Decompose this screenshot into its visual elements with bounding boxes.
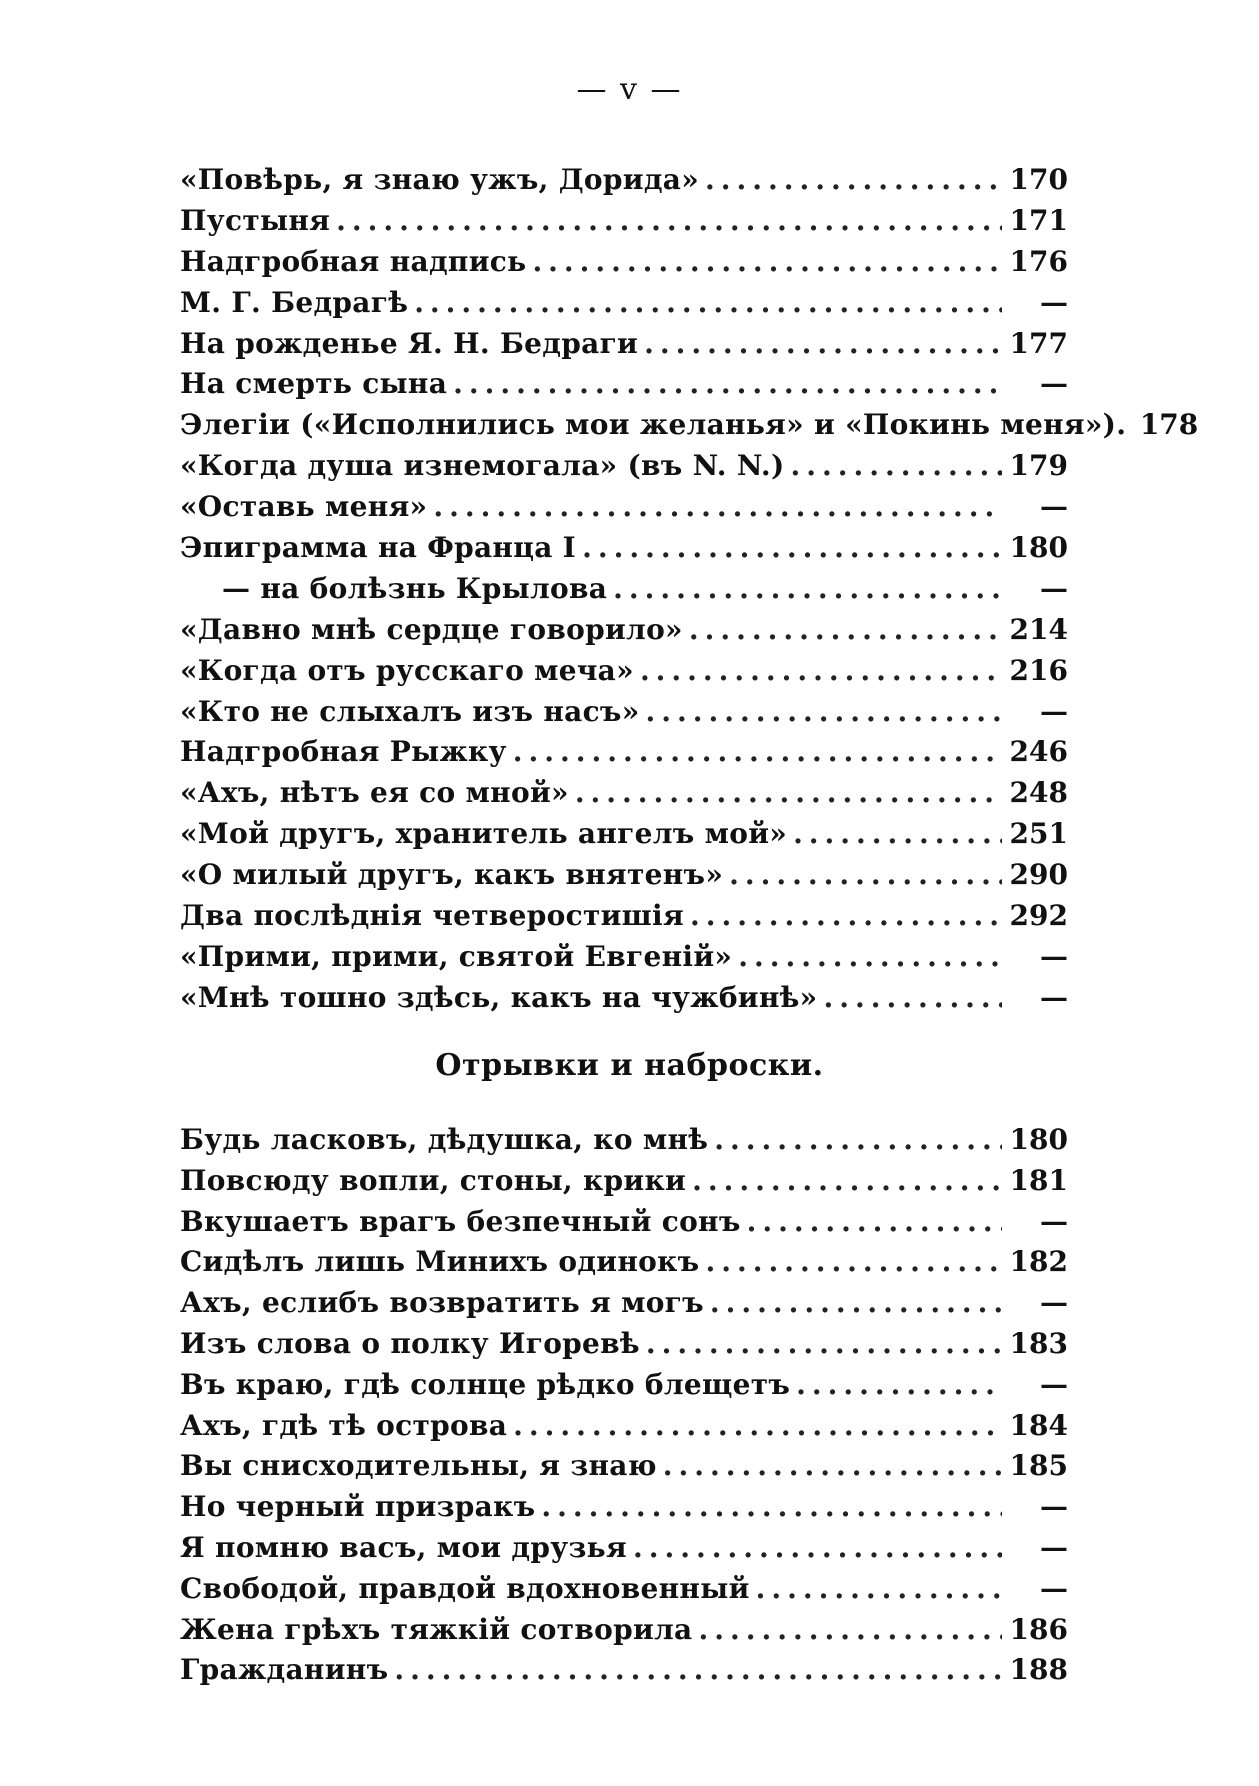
toc-entry-title: Элегіи («Исполнились мои желанья» и «Покинь меня»). — [180, 408, 1127, 442]
toc-entry — [180, 1487, 1068, 1528]
toc-entry-page: 216 — [1009, 653, 1068, 687]
toc-entry-title: «Мнѣ тошно здѣсь, какъ на чужбинѣ» — [180, 980, 818, 1014]
toc-entry-title: «Прими, прими, святой Евгеній» — [180, 939, 733, 973]
toc-entry — [180, 773, 1068, 814]
toc-entry-title: Гражданинъ — [180, 1653, 389, 1687]
toc-leader-dots — [532, 242, 1002, 283]
toc-entry-title: На смерть сына — [180, 367, 448, 401]
toc-entry-page: — — [1040, 1490, 1068, 1524]
toc-entry-page: 176 — [1009, 244, 1068, 278]
toc-entry — [180, 569, 1068, 610]
toc-entry — [180, 1202, 1068, 1243]
toc-entry-title: Эпиграмма на Франца I — [180, 531, 577, 565]
toc-leader-dots — [791, 446, 1002, 487]
toc-entry-page: — — [1040, 1367, 1068, 1401]
toc-entry-page: — — [1040, 367, 1068, 401]
toc-entry — [180, 324, 1068, 365]
toc-entry-page: — — [1040, 1286, 1068, 1320]
toc-entry-title: Изъ слова о полку Игоревѣ — [180, 1326, 640, 1360]
toc-leader-dots — [699, 1610, 1003, 1651]
toc-entry-page: — — [1040, 571, 1068, 605]
toc-entry-page: — — [1040, 285, 1068, 319]
toc-entry — [180, 814, 1068, 855]
toc-leader-dots — [793, 814, 1002, 855]
toc-entry-title: «О милый другъ, какъ внятенъ» — [180, 858, 724, 892]
toc-entry-title: «Ахъ, нѣтъ ея со мной» — [180, 776, 569, 810]
toc-leader-dots — [336, 201, 1002, 242]
toc-leader-dots — [796, 1365, 1002, 1406]
toc-entry-title: Я помню васъ, мои друзья — [180, 1530, 627, 1564]
toc-entry — [180, 1324, 1068, 1365]
toc-entry-title: Два послѣднія четверостишія — [180, 899, 684, 933]
toc-leader-dots — [714, 1120, 1002, 1161]
toc-entry — [180, 283, 1068, 324]
toc-entry — [180, 978, 1068, 1019]
toc-entry-title: Ахъ, еслибъ возвратить я могъ — [180, 1286, 704, 1320]
toc-entry-title: «Давно мнѣ сердце говорило» — [180, 612, 683, 646]
toc-entry-title: Будь ласковъ, дѣдушка, ко мнѣ — [180, 1123, 709, 1156]
toc-entry — [180, 1406, 1068, 1447]
toc-entry-title: Вы снисходительны, я знаю — [180, 1449, 657, 1483]
toc-entry-title: М. Г. Бедрагѣ — [180, 285, 409, 319]
toc-entry-title: Повсюду вопли, стоны, крики — [180, 1163, 687, 1197]
toc-entry — [180, 651, 1068, 692]
toc-entry-page: 178 — [1139, 408, 1199, 442]
toc-entry-title: Ахъ, гдѣ тѣ острова — [180, 1408, 508, 1442]
toc-entry-title: Надгробная надпись — [180, 244, 527, 278]
toc-leader-dots — [453, 364, 1002, 405]
toc-entry-page: 181 — [1009, 1163, 1068, 1197]
toc-entry-page: 185 — [1009, 1449, 1068, 1483]
toc-entry-page: — — [1040, 980, 1068, 1014]
toc-entry-title: Надгробная Рыжку — [180, 735, 507, 769]
toc-entry-page: 183 — [1009, 1326, 1068, 1360]
toc-entry-title: «Оставь меня» — [180, 490, 428, 524]
toc-entry-title: «Кто не слыхалъ изъ насъ» — [180, 694, 640, 728]
toc-entry — [180, 160, 1068, 201]
toc-entry — [180, 1283, 1068, 1324]
toc-entry-title: — на болѣзнь Крылова — [222, 571, 608, 605]
toc-entry-page: 214 — [1009, 612, 1068, 646]
toc-entry-title: Вкушаетъ врагъ безпечный сонъ — [180, 1204, 741, 1238]
toc-entry — [180, 1120, 1068, 1161]
toc-entry — [180, 937, 1068, 978]
toc-entry — [180, 528, 1068, 569]
toc-leader-dots — [705, 1242, 1002, 1283]
toc-entry — [180, 610, 1068, 651]
toc-leader-dots — [738, 937, 1002, 978]
toc-entry — [180, 1569, 1068, 1610]
toc-leader-dots — [705, 160, 1002, 201]
toc-entry — [180, 692, 1068, 733]
toc-entry — [180, 1446, 1068, 1487]
toc-leader-dots — [513, 1406, 1002, 1447]
toc-entry — [180, 405, 1199, 446]
toc-entry-page: — — [1040, 1571, 1068, 1605]
toc-entry-page: 177 — [1009, 326, 1068, 360]
toc-leader-dots — [710, 1283, 1002, 1324]
toc-leader-dots — [433, 487, 1002, 528]
toc-entry — [180, 1650, 1068, 1691]
toc-entry-title: «Мой другъ, хранитель ангелъ мой» — [180, 817, 788, 851]
toc-leader-dots — [646, 1324, 1002, 1365]
toc-entry — [180, 1161, 1068, 1202]
toc-leader-dots — [756, 1569, 1002, 1610]
toc-entry-page: 246 — [1009, 735, 1068, 769]
toc-entry-page: 182 — [1009, 1245, 1068, 1279]
toc-entry — [180, 732, 1068, 773]
toc-entry — [180, 201, 1068, 242]
toc-entry-title: «Когда отъ русскаго меча» — [180, 653, 634, 687]
toc-entry-title: Свободой, правдой вдохновенный — [180, 1571, 750, 1605]
toc-leader-dots — [582, 528, 1002, 569]
toc-entry-page: 180 — [1009, 531, 1068, 565]
toc-leader-dots — [414, 283, 1002, 324]
toc-leader-dots — [663, 1446, 1002, 1487]
toc-entry — [180, 1610, 1068, 1651]
toc-entry-page: 290 — [1009, 858, 1068, 892]
toc-entry — [180, 896, 1068, 937]
toc-entry — [180, 1242, 1068, 1283]
toc-entry-page: 179 — [1009, 449, 1068, 483]
toc-entry-page: — — [1040, 694, 1068, 728]
toc-entry-page: 248 — [1009, 776, 1068, 810]
toc-leader-dots — [823, 978, 1002, 1019]
toc-entry-page: 171 — [1009, 203, 1068, 237]
toc-leader-dots — [692, 1161, 1002, 1202]
table-of-contents-main — [180, 160, 1199, 1019]
toc-leader-dots — [747, 1202, 1002, 1243]
toc-entry — [180, 242, 1068, 283]
toc-entry-title: «Когда душа изнемогала» (въ N. N.) — [180, 449, 785, 483]
toc-leader-dots — [575, 773, 1002, 814]
toc-leader-dots — [690, 896, 1002, 937]
toc-leader-dots — [613, 569, 1002, 610]
toc-entry-title: Въ краю, гдѣ солнце рѣдко блещетъ — [180, 1367, 791, 1401]
toc-entry — [180, 855, 1068, 896]
toc-entry — [180, 1365, 1068, 1406]
toc-leader-dots — [513, 732, 1002, 773]
toc-leader-dots — [633, 1528, 1002, 1569]
toc-leader-dots — [640, 651, 1002, 692]
toc-entry-page: 170 — [1009, 163, 1068, 196]
toc-entry-page: 186 — [1009, 1612, 1068, 1646]
toc-leader-dots — [689, 610, 1002, 651]
toc-entry — [180, 446, 1068, 487]
toc-entry-title: На рожденье Я. Н. Бедраги — [180, 326, 639, 360]
toc-leader-dots — [644, 324, 1002, 365]
toc-entry — [180, 487, 1068, 528]
toc-entry-title: Пустыня — [180, 203, 331, 237]
toc-entry-page: 180 — [1009, 1123, 1068, 1156]
toc-leader-dots — [394, 1650, 1002, 1691]
toc-entry-page: — — [1040, 939, 1068, 973]
toc-entry-page: 292 — [1009, 899, 1068, 933]
toc-entry-page: 188 — [1009, 1653, 1068, 1687]
toc-entry-title: Жена грѣхъ тяжкій сотворила — [180, 1612, 693, 1646]
toc-entry — [180, 1528, 1068, 1569]
toc-entry-page: — — [1040, 1204, 1068, 1238]
toc-entry-page: 251 — [1009, 817, 1068, 851]
toc-entry-page: — — [1040, 1530, 1068, 1564]
toc-entry-page: 184 — [1009, 1408, 1068, 1442]
toc-leader-dots — [646, 692, 1003, 733]
table-of-contents-fragments — [180, 1120, 1068, 1691]
toc-entry-title: Но черный призракъ — [180, 1490, 536, 1524]
toc-leader-dots — [541, 1487, 1002, 1528]
toc-entry-title: «Повѣрь, я знаю ужъ, Дорида» — [180, 163, 700, 196]
section-heading: Отрывки и наброски. — [435, 1048, 824, 1083]
toc-entry-title: Сидѣлъ лишь Минихъ одинокъ — [180, 1245, 700, 1279]
toc-entry-page: — — [1040, 490, 1068, 524]
page-number: — v — — [576, 72, 683, 107]
toc-entry — [180, 364, 1068, 405]
toc-leader-dots — [729, 855, 1002, 896]
